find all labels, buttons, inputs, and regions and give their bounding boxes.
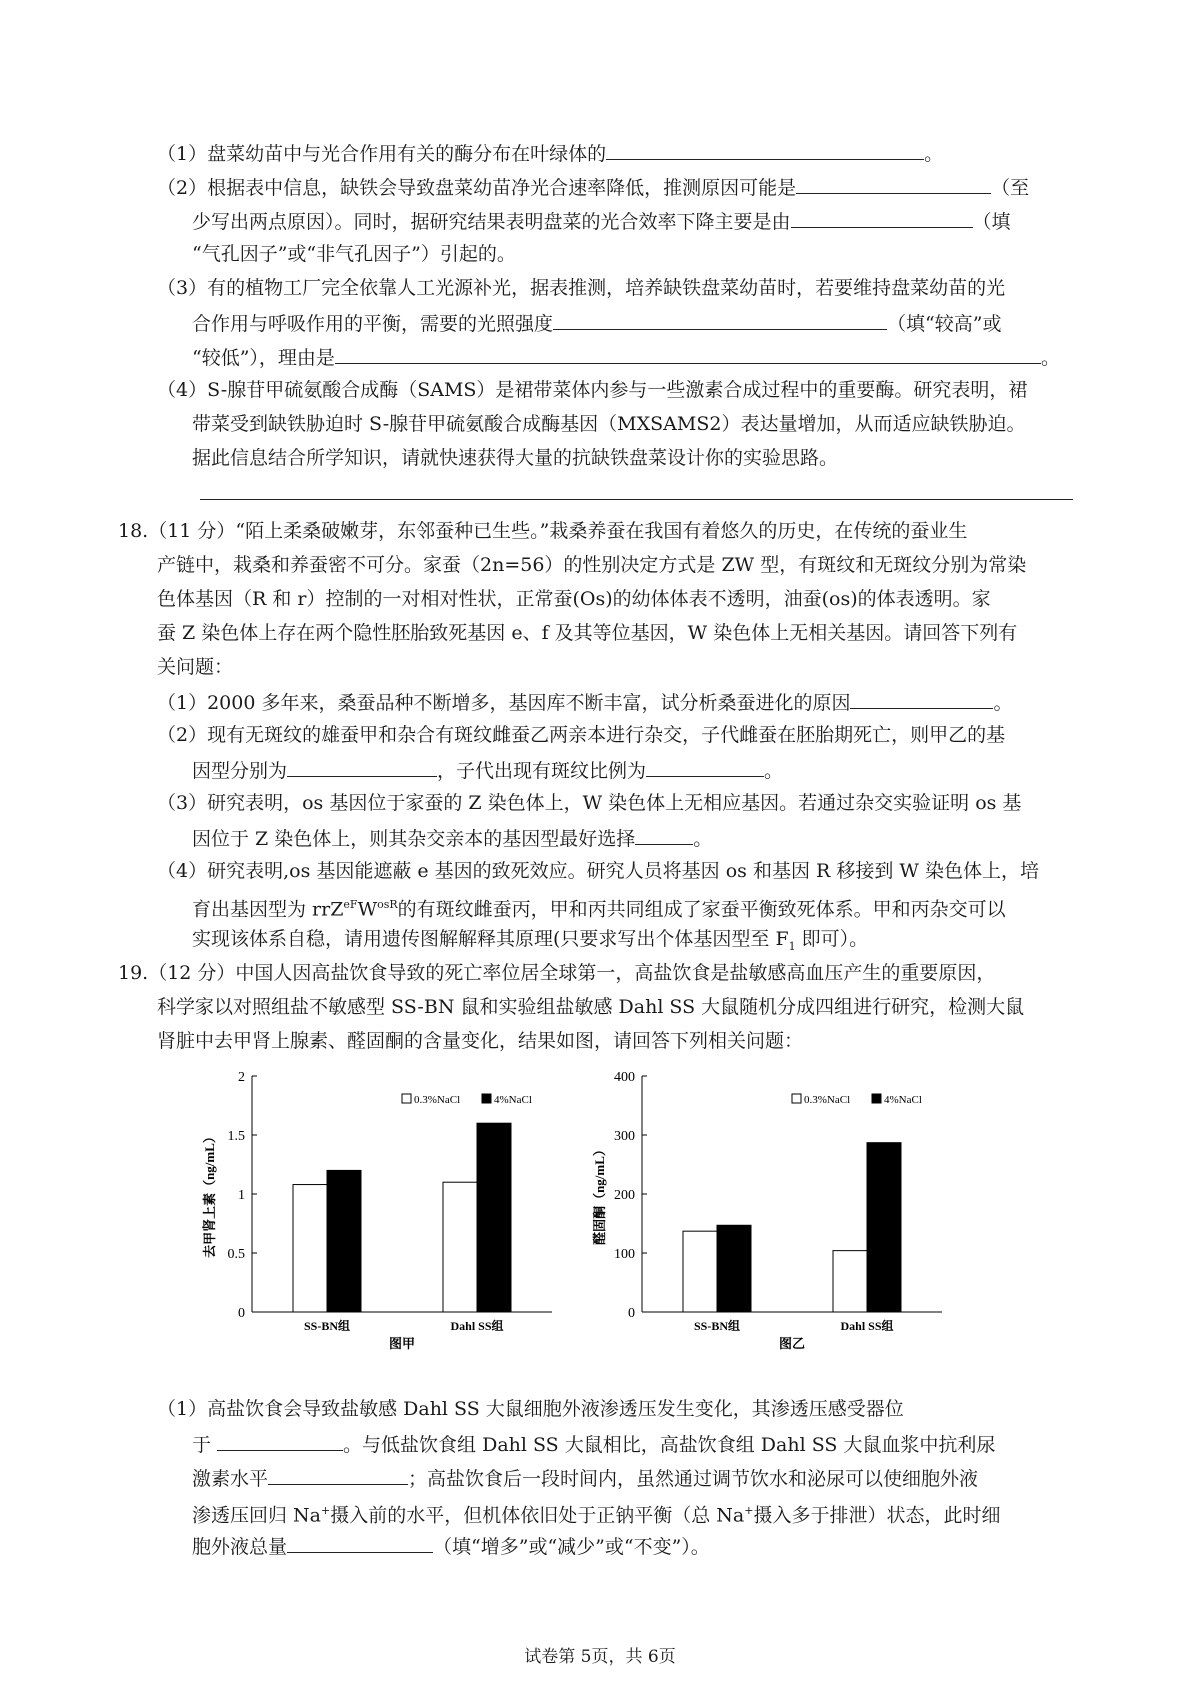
bar-low-salt bbox=[293, 1185, 327, 1312]
answer-blank[interactable] bbox=[791, 207, 973, 228]
q18-stem-line5: 关问题： bbox=[157, 656, 234, 678]
chart-figure-b bbox=[590, 1068, 960, 1372]
y-tick-label: 300 bbox=[614, 1129, 635, 1144]
q17-part3-line1: （3）有的植物工厂完全依靠人工光源补光，据表推测，培养缺铁盘菜幼苗时，若要维持盘菜幼苗的光 bbox=[157, 277, 1006, 299]
q18-part4-line3: 实现该体系自稳，请用遗传图解解释其原理(只要求写出个体基因型至 $F_1$ 即可）。 bbox=[192, 928, 869, 953]
bar-low-salt bbox=[683, 1231, 717, 1312]
q19-part1-line1: （1）高盐饮食会导致盐敏感 Dahl SS 大鼠细胞外液渗透压发生变化，其渗透压感受器位 bbox=[157, 1398, 904, 1420]
legend-label: 4%NaCl bbox=[884, 1094, 922, 1106]
figure-caption: 图乙 bbox=[778, 1336, 806, 1351]
y-tick-label: 0.5 bbox=[227, 1247, 245, 1262]
legend-label: 0.3%NaCl bbox=[414, 1094, 461, 1106]
answer-blank[interactable] bbox=[850, 688, 993, 709]
answer-line[interactable] bbox=[200, 499, 1073, 500]
figure-caption: 图甲 bbox=[388, 1336, 416, 1351]
answer-blank[interactable] bbox=[287, 1532, 433, 1553]
q18-part1: （1）2000 多年来，桑蚕品种不断增多，基因库不断丰富，试分析桑蚕进化的原因 。 bbox=[157, 688, 1013, 716]
bar-low-salt bbox=[833, 1251, 867, 1312]
y-tick-label: 0 bbox=[238, 1306, 245, 1321]
q17-part2-line1: （2）根据表中信息，缺铁会导致盘菜幼苗净光合速率降低，推测原因可能是 （至 bbox=[157, 173, 1029, 201]
bar-low-salt bbox=[443, 1182, 477, 1312]
q19-part1-line5: 胞外液总量 （填“增多”或“减少”或“不变”）。 bbox=[192, 1532, 710, 1560]
q17-part2-line3: “气孔因子”或“非气孔因子”）引起的。 bbox=[192, 243, 516, 265]
q18-part2-line1: （2）现有无斑纹的雄蚕甲和杂合有斑纹雌蚕乙两亲本进行杂交，子代雌蚕在胚胎期死亡，则甲乙的基 bbox=[157, 724, 1006, 746]
q18-stem-line2: 产链中，栽桑和养蚕密不可分。家蚕（2n=56）的性别决定方式是 ZW 型，有斑纹和无斑纹分别为常染 bbox=[157, 554, 1027, 576]
legend-label: 0.3%NaCl bbox=[804, 1094, 851, 1106]
bar-high-salt bbox=[327, 1170, 361, 1312]
q18-stem-line1: 18.（11 分）“陌上柔桑破嫩芽，东邻蚕种已生些。”栽桑养蚕在我国有着悠久的历史，在传统的蚕业生 bbox=[118, 520, 968, 542]
answer-blank[interactable] bbox=[796, 173, 991, 194]
legend-swatch bbox=[402, 1094, 411, 1103]
q17-part3-line3: “较低”），理由是 。 bbox=[192, 343, 1060, 371]
bar-high-salt bbox=[717, 1225, 751, 1312]
y-axis-label: 醛固酮（ng/mL） bbox=[592, 1143, 607, 1245]
y-tick-label: 200 bbox=[614, 1188, 635, 1203]
q18-part3-line1: （3）研究表明，os 基因位于家蚕的 Z 染色体上，W 染色体上无相应基因。若通过杂交实验证明 os 基 bbox=[157, 792, 1022, 814]
q17-part2-line2: 少写出两点原因）。同时，据研究结果表明盘菜的光合效率下降主要是由 （填 bbox=[192, 207, 1011, 235]
chart-a-svg bbox=[200, 1068, 570, 1368]
q19-part1-line3: 激素水平 ；高盐饮食后一段时间内，虽然通过调节饮水和泌尿可以使细胞外液 bbox=[192, 1464, 978, 1492]
q17-part4-line1: （4）S-腺苷甲硫氨酸合成酶（SAMS）是裙带菜体内参与一些激素合成过程中的重要酶。研究表明，裙 bbox=[157, 379, 1028, 401]
y-tick-label: 400 bbox=[614, 1070, 635, 1085]
q17-part3-line2: 合作用与呼吸作用的平衡，需要的光照强度 （填“较高”或 bbox=[192, 309, 1001, 337]
q18-part2-line2: 因型分别为 ，子代出现有斑纹比例为 。 bbox=[192, 756, 783, 784]
q18-stem-line3: 色体基因（R 和 r）控制的一对相对性状，正常蚕(Os)的幼体体表不透明，油蚕(os)的体表透明。家 bbox=[157, 588, 991, 610]
q19-part1-line2: 于 。与低盐饮食组 Dahl SS 大鼠相比，高盐饮食组 Dahl SS 大鼠血浆中抗利尿 bbox=[192, 1430, 995, 1458]
x-tick-label: SS-BN组 bbox=[693, 1319, 741, 1333]
q18-part4-line2: 育出基因型为 $rrZ^{eF}W^{osR}$的有斑纹雌蚕丙，甲和丙共同组成了家蚕平衡致死体系。甲和丙杂交可以 bbox=[192, 898, 1006, 921]
answer-blank[interactable] bbox=[268, 1464, 408, 1485]
q18-part4-line1: （4）研究表明,os 基因能遮蔽 e 基因的致死效应。研究人员将基因 os 和基因 R 移接到 W 染色体上，培 bbox=[157, 860, 1039, 882]
x-tick-label: Dahl SS组 bbox=[840, 1319, 894, 1333]
answer-blank[interactable] bbox=[606, 139, 924, 160]
bar-high-salt bbox=[867, 1143, 901, 1312]
legend-swatch bbox=[482, 1094, 491, 1103]
y-tick-label: 2 bbox=[238, 1070, 245, 1085]
q19-part1-line4: 渗透压回归 Na+摄入前的水平，但机体依旧处于正钠平衡（总 Na+摄入多于排泄）状态，此时细 bbox=[192, 1504, 1001, 1527]
y-tick-label: 0 bbox=[628, 1306, 635, 1321]
answer-blank[interactable] bbox=[287, 756, 437, 777]
y-tick-label: 100 bbox=[614, 1247, 635, 1262]
answer-blank[interactable] bbox=[335, 343, 1041, 364]
q17-part4-line2: 带菜受到缺铁胁迫时 S-腺苷甲硫氨酸合成酶基因（MXSAMS2）表达量增加，从而适应缺铁胁迫。 bbox=[192, 413, 1026, 435]
q19-stem-line1: 19.（12 分）中国人因高盐饮食导致的死亡率位居全球第一，高盐饮食是盐敏感高血压产生的重要原因， bbox=[118, 962, 996, 984]
bar-high-salt bbox=[477, 1123, 511, 1312]
answer-blank[interactable] bbox=[646, 756, 764, 777]
legend-swatch bbox=[872, 1094, 881, 1103]
legend-swatch bbox=[792, 1094, 801, 1103]
answer-blank[interactable] bbox=[553, 309, 887, 330]
page-footer: 试卷第 5页，共 6页 bbox=[524, 1647, 676, 1667]
q18-part3-line2: 因位于 Z 染色体上，则其杂交亲本的基因型最好选择 。 bbox=[192, 824, 712, 852]
chart-figure-a bbox=[200, 1068, 570, 1372]
q19-stem-line2: 科学家以对照组盐不敏感型 SS-BN 鼠和实验组盐敏感 Dahl SS 大鼠随机分成四组进行研究，检测大鼠 bbox=[157, 996, 1025, 1018]
y-axis-label: 去甲肾上素（ng/mL） bbox=[202, 1130, 217, 1258]
q19-stem-line3: 肾脏中去甲肾上腺素、醛固酮的含量变化，结果如图，请回答下列相关问题： bbox=[157, 1030, 804, 1052]
y-tick-label: 1 bbox=[238, 1188, 245, 1203]
chart-b-svg bbox=[590, 1068, 960, 1368]
answer-blank[interactable] bbox=[217, 1430, 343, 1451]
x-tick-label: Dahl SS组 bbox=[450, 1319, 504, 1333]
legend-label: 4%NaCl bbox=[494, 1094, 532, 1106]
q17-part4-line3: 据此信息结合所学知识，请就快速获得大量的抗缺铁盘菜设计你的实验思路。 bbox=[192, 447, 839, 469]
answer-blank[interactable] bbox=[635, 824, 693, 845]
y-tick-label: 1.5 bbox=[227, 1129, 245, 1144]
x-tick-label: SS-BN组 bbox=[303, 1319, 351, 1333]
q18-stem-line4: 蚕 Z 染色体上存在两个隐性胚胎致死基因 e、f 及其等位基因，W 染色体上无相关基因。请回答下列有 bbox=[157, 622, 1018, 644]
q17-part1: （1）盘菜幼苗中与光合作用有关的酶分布在叶绿体的 。 bbox=[157, 139, 943, 167]
